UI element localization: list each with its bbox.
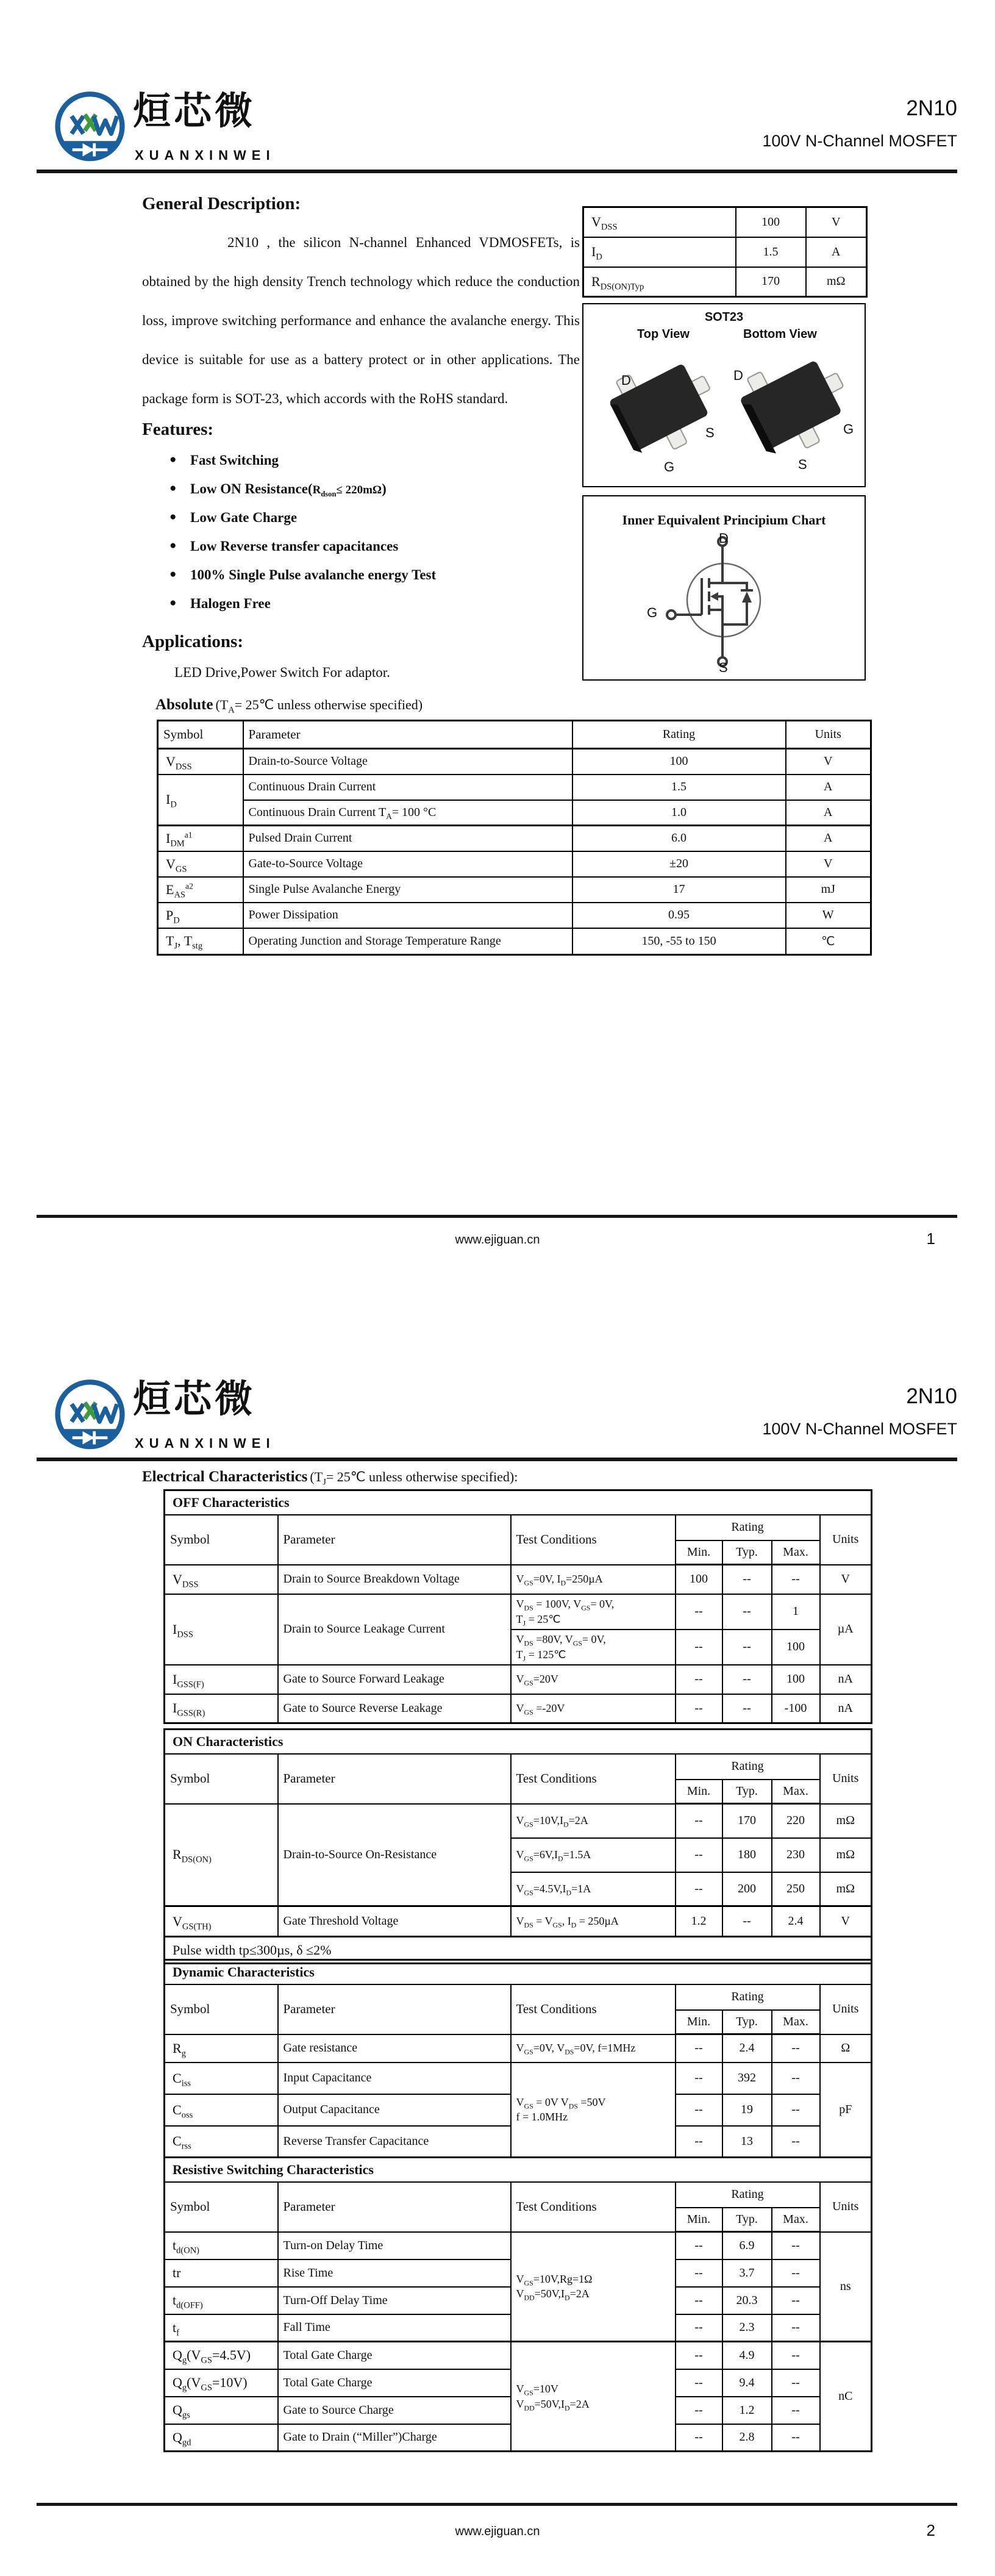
summary-value: 170 xyxy=(736,267,806,297)
typ-cell: -- xyxy=(722,1665,772,1694)
electrical-heading-rest: ($T_J=$ 25℃ unless otherwise specified): xyxy=(310,1469,518,1487)
table-row xyxy=(165,2232,872,2259)
symbol-cell: $T_J$, $T_{stg}$ xyxy=(158,928,243,955)
table-header-row xyxy=(158,721,871,749)
parameter-cell: Gate Threshold Voltage xyxy=(278,1906,511,1937)
section-title-row xyxy=(165,1960,872,1984)
col-rating: Rating xyxy=(676,1754,820,1780)
features-heading: Features: xyxy=(142,420,214,439)
symbol-cell: $Q_g(V_{GS}=4.5V)$ xyxy=(165,2342,278,2369)
typ-cell: -- xyxy=(722,1630,772,1665)
pin-label-s: S xyxy=(705,425,715,440)
units-cell: V xyxy=(786,851,871,877)
symbol-cell: $V_{DSS}$ xyxy=(158,749,243,775)
col-min: Min. xyxy=(676,1780,722,1804)
col-max: Max. xyxy=(772,2010,820,2034)
principium-title: Inner Equivalent Principium Chart xyxy=(622,512,826,528)
brand-logo-icon xyxy=(52,1375,128,1460)
section-title: ON Characteristics xyxy=(165,1730,872,1754)
symbol-cell: $R_{DS(ON)}$ xyxy=(165,1804,278,1906)
features-list xyxy=(169,453,584,624)
col-min: Min. xyxy=(676,2010,722,2034)
min-cell: -- xyxy=(676,2369,722,2397)
min-cell: -- xyxy=(676,1630,722,1665)
schematic-pin-s: S xyxy=(719,660,728,675)
max-cell: 220 xyxy=(772,1804,820,1838)
typ-cell: 13 xyxy=(722,2126,772,2158)
symbol-cell: $I_D$ xyxy=(158,775,243,826)
symbol-cell: $C_{oss}$ xyxy=(165,2094,278,2126)
rating-cell: 1.5 xyxy=(572,775,786,800)
col-max: Max. xyxy=(772,2208,820,2232)
col-rating: Rating xyxy=(572,721,786,749)
typ-cell: -- xyxy=(722,1565,772,1594)
col-symbol: Symbol xyxy=(165,1515,278,1565)
table-row xyxy=(165,1906,872,1937)
symbol-cell: $t_{d(ON)}$ xyxy=(165,2232,278,2259)
max-cell: -- xyxy=(772,2342,820,2369)
units-cell: A xyxy=(786,800,871,826)
applications-body: LED Drive,Power Switch For adaptor. xyxy=(174,665,390,680)
parameter-cell: Turn-Off Delay Time xyxy=(278,2287,511,2314)
parameter-cell: Gate resistance xyxy=(278,2034,511,2063)
dynamic-characteristics-table xyxy=(163,1959,872,2158)
min-cell: -- xyxy=(676,2287,722,2314)
max-cell: -- xyxy=(772,2259,820,2287)
max-cell: -- xyxy=(772,2287,820,2314)
col-typ: Typ. xyxy=(722,2208,772,2232)
min-cell: -- xyxy=(676,2232,722,2259)
absolute-heading-bold: Absolute xyxy=(155,696,213,713)
col-units: Units xyxy=(820,1984,872,2034)
parameter-cell: Continuous Drain Current $T_A= 100$ °C xyxy=(243,800,572,826)
table-row xyxy=(158,903,871,928)
rating-cell: 17 xyxy=(572,877,786,903)
typ-cell: 20.3 xyxy=(722,2287,772,2314)
parameter-cell: Rise Time xyxy=(278,2259,511,2287)
symbol-cell: $E_{AS}^{a2}$ xyxy=(158,877,243,903)
typ-cell: 2.4 xyxy=(722,2034,772,2063)
conditions-cell: $V_{GS} =-20V$ xyxy=(511,1694,676,1723)
parameter-cell: Pulsed Drain Current xyxy=(243,826,572,851)
table-row xyxy=(165,1665,872,1694)
min-cell: -- xyxy=(676,1694,722,1723)
col-rating: Rating xyxy=(676,1515,820,1540)
conditions-cell: $V_{GS}=10V,Rg=1\Omega$ $V_{DD}=50V,I_D=2A$ xyxy=(511,2232,676,2342)
units-cell: mΩ xyxy=(820,1872,872,1906)
summary-value: 100 xyxy=(736,207,806,237)
symbol-cell: $I_{DSS}$ xyxy=(165,1594,278,1665)
typ-cell: 19 xyxy=(722,2094,772,2126)
pulse-width-note: Pulse width tp≤300µs, δ ≤2% xyxy=(165,1937,872,1964)
conditions-cell: $V_{GS}=0V$, $V_{DS}=0V$, f=1MHz xyxy=(511,2034,676,2063)
page-2 xyxy=(0,1288,995,2576)
parameter-cell: Gate to Source Reverse Leakage xyxy=(278,1694,511,1723)
summary-unit: mΩ xyxy=(806,267,867,297)
col-parameter: Parameter xyxy=(278,1754,511,1804)
table-row xyxy=(165,2034,872,2063)
typ-cell: 4.9 xyxy=(722,2342,772,2369)
col-units: Units xyxy=(786,721,871,749)
table-row xyxy=(158,877,871,903)
units-cell: µA xyxy=(820,1594,872,1665)
footer-rule xyxy=(37,2503,957,2506)
typ-cell: -- xyxy=(722,1694,772,1723)
summary-unit: A xyxy=(806,237,867,267)
col-symbol: Symbol xyxy=(158,721,243,749)
min-cell: -- xyxy=(676,2424,722,2452)
col-symbol: Symbol xyxy=(165,1754,278,1804)
sot23-bottom-view-icon xyxy=(725,341,856,472)
parameter-cell: Drain to Source Breakdown Voltage xyxy=(278,1565,511,1594)
table-row xyxy=(158,800,871,826)
max-cell: -- xyxy=(772,2424,820,2452)
pin-label-d: D xyxy=(621,373,631,388)
min-cell: -- xyxy=(676,2259,722,2287)
table-row xyxy=(158,775,871,800)
max-cell: -- xyxy=(772,1565,820,1594)
max-cell: -- xyxy=(772,2397,820,2424)
absolute-heading xyxy=(155,696,423,714)
package-box xyxy=(582,303,866,487)
doc-subtitle: 100V N-Channel MOSFET xyxy=(762,1420,957,1438)
parameter-cell: Gate to Source Charge xyxy=(278,2397,511,2424)
symbol-cell: $I_{GSS(F)}$ xyxy=(165,1665,278,1694)
conditions-cell: $V_{DS} =80V$, $V_{GS}= 0V$, $T_J$ = 125℃ xyxy=(511,1630,676,1665)
general-description-body: 2N10 , the silicon N-channel Enhanced VDMOSFETs, is obtained by the high density Trench technology which reduce the conduction loss, improve switching performance and enhance the avalanche energy. This device is suitable for use as a battery protect or in other applications. The package form is SOT-23, which accords with the RoHS standard. xyxy=(142,235,580,406)
off-characteristics-table xyxy=(163,1489,872,1724)
symbol-cell: $V_{GS}$ xyxy=(158,851,243,877)
feature-item: ● Fast Switching xyxy=(169,453,584,468)
parameter-cell: Turn-on Delay Time xyxy=(278,2232,511,2259)
part-number: 2N10 xyxy=(906,1384,957,1408)
min-cell: -- xyxy=(676,2034,722,2063)
on-characteristics-table xyxy=(163,1728,872,1964)
table-header-row xyxy=(165,1754,872,1780)
table-header-row xyxy=(165,1984,872,2010)
col-parameter: Parameter xyxy=(278,1984,511,2034)
table-row xyxy=(158,851,871,877)
min-cell: -- xyxy=(676,1665,722,1694)
parameter-cell: Fall Time xyxy=(278,2314,511,2342)
parameter-cell: Drain to Source Leakage Current xyxy=(278,1594,511,1665)
min-cell: 1.2 xyxy=(676,1906,722,1937)
min-cell: -- xyxy=(676,2342,722,2369)
units-cell: V xyxy=(786,749,871,775)
col-conditions: Test Conditions xyxy=(511,1754,676,1804)
max-cell: -- xyxy=(772,2314,820,2342)
min-cell: 100 xyxy=(676,1565,722,1594)
col-symbol: Symbol xyxy=(165,1984,278,2034)
col-rating: Rating xyxy=(676,2182,820,2208)
brand-name-en: XUANXINWEI xyxy=(135,148,276,163)
max-cell: -- xyxy=(772,2094,820,2126)
table-row xyxy=(165,1565,872,1594)
conditions-cell: $V_{GS}=10V,I_D=2A$ xyxy=(511,1804,676,1838)
typ-cell: -- xyxy=(722,1594,772,1630)
symbol-cell: $C_{rss}$ xyxy=(165,2126,278,2158)
typ-cell: 1.2 xyxy=(722,2397,772,2424)
col-conditions: Test Conditions xyxy=(511,2182,676,2232)
symbol-cell: $C_{iss}$ xyxy=(165,2063,278,2094)
feature-item: ● Halogen Free xyxy=(169,596,584,612)
units-cell: pF xyxy=(820,2063,872,2158)
col-rating: Rating xyxy=(676,1984,820,2010)
conditions-cell: $V_{GS}=0V$, $I_D=250\mu A$ xyxy=(511,1565,676,1594)
col-min: Min. xyxy=(676,1540,722,1565)
table-header-row xyxy=(165,1515,872,1540)
table-row xyxy=(165,1594,872,1630)
typ-cell: 3.7 xyxy=(722,2259,772,2287)
conditions-cell: $V_{GS}=6V,I_D=1.5A$ xyxy=(511,1838,676,1872)
summary-table xyxy=(582,206,868,298)
max-cell: 100 xyxy=(772,1665,820,1694)
brand-name-cn: 烜芯微 xyxy=(133,1379,256,1420)
table-row xyxy=(158,826,871,851)
col-min: Min. xyxy=(676,2208,722,2232)
top-view-label: Top View xyxy=(637,327,690,341)
units-cell: mΩ xyxy=(820,1838,872,1872)
units-cell: A xyxy=(786,826,871,851)
typ-cell: 170 xyxy=(722,1804,772,1838)
min-cell: -- xyxy=(676,2397,722,2424)
units-cell: V xyxy=(820,1906,872,1937)
units-cell: Ω xyxy=(820,2034,872,2063)
units-cell: mJ xyxy=(786,877,871,903)
max-cell: -- xyxy=(772,2232,820,2259)
parameter-cell: Drain-to-Source On-Resistance xyxy=(278,1804,511,1906)
parameter-cell: Output Capacitance xyxy=(278,2094,511,2126)
summary-symbol: $R_{DS(ON)Typ}$ xyxy=(583,267,736,297)
sot23-top-view-icon xyxy=(594,345,722,473)
typ-cell: 6.9 xyxy=(722,2232,772,2259)
col-max: Max. xyxy=(772,1540,820,1565)
summary-value: 1.5 xyxy=(736,237,806,267)
parameter-cell: Gate to Drain (“Miller”)Charge xyxy=(278,2424,511,2452)
page-number: 1 xyxy=(926,1229,935,1248)
min-cell: -- xyxy=(676,2314,722,2342)
header-rule xyxy=(37,170,957,173)
table-row xyxy=(165,1694,872,1723)
units-cell: nA xyxy=(820,1665,872,1694)
pin-label-g: G xyxy=(843,421,854,437)
units-cell: ℃ xyxy=(786,928,871,955)
electrical-heading xyxy=(142,1469,518,1486)
col-units: Units xyxy=(820,1754,872,1804)
min-cell: -- xyxy=(676,2126,722,2158)
feature-item: ● Low Reverse transfer capacitances xyxy=(169,538,584,554)
rating-cell: 1.0 xyxy=(572,800,786,826)
pin-label-d: D xyxy=(733,368,743,383)
col-max: Max. xyxy=(772,1780,820,1804)
units-cell: V xyxy=(820,1565,872,1594)
section-title-row xyxy=(165,2158,872,2182)
feature-item: ● 100% Single Pulse avalanche energy Test xyxy=(169,567,584,583)
col-typ: Typ. xyxy=(722,2010,772,2034)
col-typ: Typ. xyxy=(722,1780,772,1804)
conditions-cell: $V_{DS} = 100V$, $V_{GS}= 0V$, $T_J$ = 25℃ xyxy=(511,1594,676,1630)
max-cell: -- xyxy=(772,2369,820,2397)
summary-symbol: $V_{DSS}$ xyxy=(583,207,736,237)
parameter-cell: Reverse Transfer Capacitance xyxy=(278,2126,511,2158)
rating-cell: 0.95 xyxy=(572,903,786,928)
rating-cell: 150, -55 to 150 xyxy=(572,928,786,955)
max-cell: 2.4 xyxy=(772,1906,820,1937)
symbol-cell: $V_{DSS}$ xyxy=(165,1565,278,1594)
rating-cell: ±20 xyxy=(572,851,786,877)
conditions-cell: $V_{GS}=20V$ xyxy=(511,1665,676,1694)
typ-cell: 2.3 xyxy=(722,2314,772,2342)
min-cell: -- xyxy=(676,2094,722,2126)
table-row xyxy=(158,928,871,955)
pin-label-s: S xyxy=(798,457,807,472)
conditions-cell: $V_{GS}=4.5V,I_D=1A$ xyxy=(511,1872,676,1906)
brand-name-cn: 烜芯微 xyxy=(133,91,256,132)
units-cell: mΩ xyxy=(820,1804,872,1838)
section-title: Resistive Switching Characteristics xyxy=(165,2158,872,2182)
parameter-cell: Input Capacitance xyxy=(278,2063,511,2094)
typ-cell: 180 xyxy=(722,1838,772,1872)
conditions-cell: $V_{GS} = 0V$ $V_{DS} =50V$ f = 1.0MHz xyxy=(511,2063,676,2158)
units-cell: A xyxy=(786,775,871,800)
symbol-cell: $Q_{gd}$ xyxy=(165,2424,278,2452)
brand-name-en: XUANXINWEI xyxy=(135,1436,276,1451)
col-units: Units xyxy=(820,1515,872,1565)
doc-subtitle: 100V N-Channel MOSFET xyxy=(762,132,957,150)
max-cell: -100 xyxy=(772,1694,820,1723)
min-cell: -- xyxy=(676,1594,722,1630)
conditions-cell: $V_{DS} = V_{GS}$, $I_D = 250\mu A$ xyxy=(511,1906,676,1937)
table-row xyxy=(165,2342,872,2369)
col-symbol: Symbol xyxy=(165,2182,278,2232)
symbol-cell: tr xyxy=(165,2259,278,2287)
units-cell: W xyxy=(786,903,871,928)
symbol-cell: $t_{d(OFF)}$ xyxy=(165,2287,278,2314)
col-conditions: Test Conditions xyxy=(511,1984,676,2034)
electrical-heading-bold: Electrical Characteristics xyxy=(142,1469,308,1485)
table-row xyxy=(583,237,867,267)
header-rule xyxy=(37,1458,957,1461)
typ-cell: 2.8 xyxy=(722,2424,772,2452)
table-row xyxy=(583,267,867,297)
typ-cell: -- xyxy=(722,1906,772,1937)
footer-website: www.ejiguan.cn xyxy=(455,2525,540,2538)
parameter-cell: Single Pulse Avalanche Energy xyxy=(243,877,572,903)
summary-unit: V xyxy=(806,207,867,237)
typ-cell: 200 xyxy=(722,1872,772,1906)
typ-cell: 9.4 xyxy=(722,2369,772,2397)
bottom-view-label: Bottom View xyxy=(743,327,817,341)
symbol-cell: $Q_{gs}$ xyxy=(165,2397,278,2424)
max-cell: 1 xyxy=(772,1594,820,1630)
part-number: 2N10 xyxy=(906,96,957,120)
min-cell: -- xyxy=(676,2063,722,2094)
symbol-cell: $t_f$ xyxy=(165,2314,278,2342)
rating-cell: 100 xyxy=(572,749,786,775)
switching-characteristics-table xyxy=(163,2156,872,2452)
section-title: OFF Characteristics xyxy=(165,1490,872,1515)
absolute-table xyxy=(157,720,872,956)
table-row xyxy=(583,207,867,237)
summary-symbol: $I_D$ xyxy=(583,237,736,267)
col-parameter: Parameter xyxy=(243,721,572,749)
table-header-row xyxy=(165,2182,872,2208)
symbol-cell: $V_{GS(TH)}$ xyxy=(165,1906,278,1937)
symbol-cell: $I_{GSS(R)}$ xyxy=(165,1694,278,1723)
pin-label-g: G xyxy=(664,459,675,474)
parameter-cell: Power Dissipation xyxy=(243,903,572,928)
col-parameter: Parameter xyxy=(278,1515,511,1565)
section-title-row xyxy=(165,1730,872,1754)
brand-logo-icon xyxy=(52,87,128,172)
section-title-row xyxy=(165,1490,872,1515)
parameter-cell: Total Gate Charge xyxy=(278,2369,511,2397)
footer-rule xyxy=(37,1215,957,1218)
col-conditions: Test Conditions xyxy=(511,1515,676,1565)
min-cell: -- xyxy=(676,1804,722,1838)
max-cell: -- xyxy=(772,2063,820,2094)
section-title: Dynamic Characteristics xyxy=(165,1960,872,1984)
typ-cell: 392 xyxy=(722,2063,772,2094)
schematic-pin-d: D xyxy=(719,531,729,546)
rating-cell: 6.0 xyxy=(572,826,786,851)
units-cell: nA xyxy=(820,1694,872,1723)
general-description-heading: General Description: xyxy=(142,194,301,213)
max-cell: 100 xyxy=(772,1630,820,1665)
symbol-cell: $I_{DM}^{a1}$ xyxy=(158,826,243,851)
min-cell: -- xyxy=(676,1872,722,1906)
table-row xyxy=(158,749,871,775)
applications-heading: Applications: xyxy=(142,632,243,651)
table-row xyxy=(165,1804,872,1838)
min-cell: -- xyxy=(676,1838,722,1872)
feature-item: ● Low Gate Charge xyxy=(169,510,584,526)
package-title: SOT23 xyxy=(704,310,744,324)
max-cell: -- xyxy=(772,2034,820,2063)
parameter-cell: Total Gate Charge xyxy=(278,2342,511,2369)
symbol-cell: $Q_g(V_{GS}=10V)$ xyxy=(165,2369,278,2397)
parameter-cell: Continuous Drain Current xyxy=(243,775,572,800)
footer-website: www.ejiguan.cn xyxy=(455,1233,540,1247)
max-cell: 250 xyxy=(772,1872,820,1906)
schematic-pin-g: G xyxy=(647,605,658,620)
principium-box xyxy=(582,495,866,681)
units-cell: nC xyxy=(820,2342,872,2452)
symbol-cell: $P_D$ xyxy=(158,903,243,928)
table-row xyxy=(165,2063,872,2094)
col-parameter: Parameter xyxy=(278,2182,511,2232)
col-units: Units xyxy=(820,2182,872,2232)
parameter-cell: Gate to Source Forward Leakage xyxy=(278,1665,511,1694)
conditions-cell: $V_{GS}=10V$ $V_{DD}=50V,I_D=2A$ xyxy=(511,2342,676,2452)
symbol-cell: $R_g$ xyxy=(165,2034,278,2063)
mosfet-symbol-icon xyxy=(655,532,790,673)
parameter-cell: Operating Junction and Storage Temperature Range xyxy=(243,928,572,955)
absolute-heading-rest: ($T_A=$ 25℃ unless otherwise specified) xyxy=(215,697,423,715)
col-typ: Typ. xyxy=(722,1540,772,1565)
page-number: 2 xyxy=(926,2521,935,2539)
max-cell: -- xyxy=(772,2126,820,2158)
max-cell: 230 xyxy=(772,1838,820,1872)
units-cell: ns xyxy=(820,2232,872,2342)
parameter-cell: Gate-to-Source Voltage xyxy=(243,851,572,877)
feature-item: ● Low ON $Resistance(R_{dson}\le 220m\Omega)$ xyxy=(169,481,584,497)
parameter-cell: Drain-to-Source Voltage xyxy=(243,749,572,775)
